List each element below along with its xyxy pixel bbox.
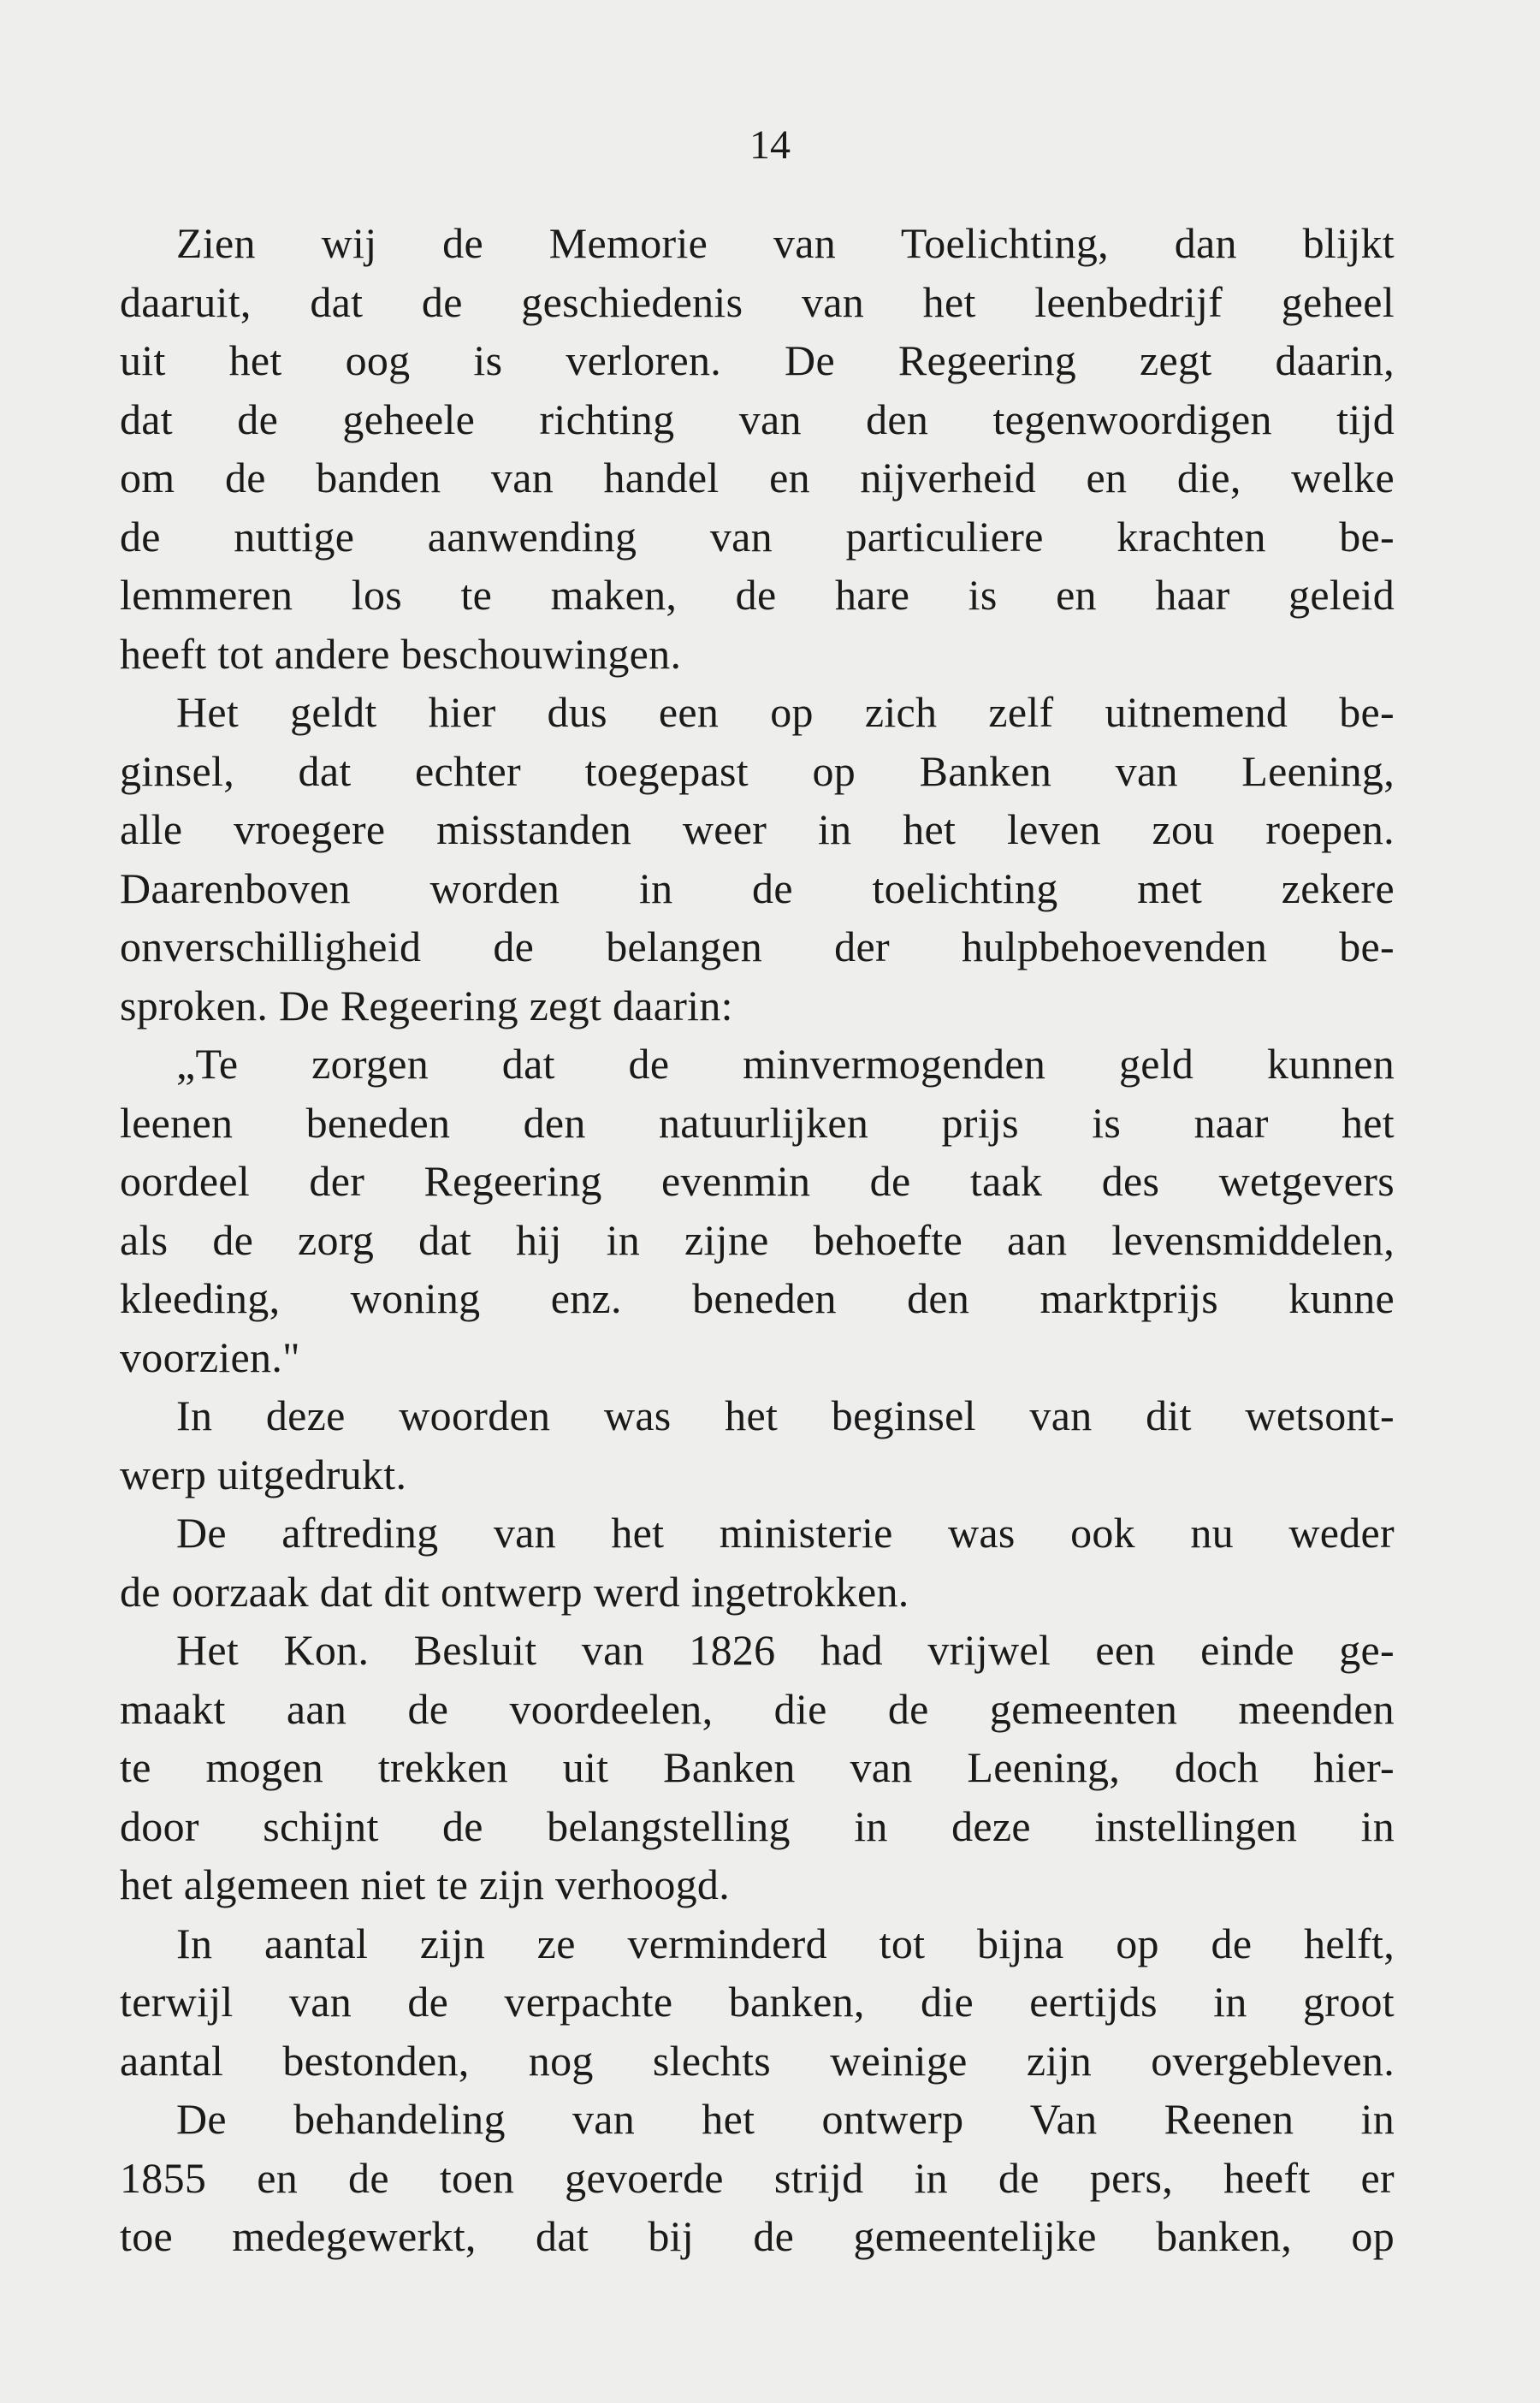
text-line: maakt aan de voordeelen, die de gemeenten meenden	[120, 1684, 1395, 1733]
text-line: dat de geheele richting van den tegenwoordigen tijd	[120, 395, 1395, 443]
text-line: het algemeen niet te zijn verhoogd.	[120, 1860, 731, 1908]
text-line: heeft tot andere beschouwingen.	[120, 629, 682, 678]
text-line: alle vroegere misstanden weer in het leven zou roepen.	[120, 805, 1395, 853]
text-line: leenen beneden den natuurlijken prijs is naar het	[120, 1098, 1395, 1147]
text-line: aantal bestonden, nog slechts weinige zijn overgebleven.	[120, 2036, 1395, 2085]
text-line: Het geldt hier dus een op zich zelf uitnemend be-	[176, 688, 1395, 736]
text-line: voorzien."	[120, 1332, 300, 1381]
text-line: uit het oog is verloren. De Regeering zegt daarin,	[120, 336, 1395, 384]
text-line: werp uitgedrukt.	[120, 1450, 407, 1498]
text-line: In deze woorden was het beginsel van dit wetsont-	[176, 1391, 1395, 1439]
text-line: sproken. De Regeering zegt daarin:	[120, 981, 733, 1029]
text-line: ginsel, dat echter toegepast op Banken van Leening,	[120, 746, 1395, 795]
page-number: 14	[749, 122, 791, 168]
text-line: In aantal zijn ze verminderd tot bijna op de helft,	[176, 1919, 1395, 1967]
text-line: om de banden van handel en nijverheid en die, welke	[120, 454, 1395, 501]
text-line: Daarenboven worden in de toelichting met zekere	[120, 863, 1395, 912]
text-line: lemmeren los te maken, de hare is en haar geleid	[120, 571, 1395, 619]
text-line: daaruit, dat de geschiedenis van het leenbedrijf geheel	[120, 277, 1395, 326]
text-line: kleeding, woning enz. beneden den marktprijs kunne	[120, 1274, 1395, 1322]
text-line: „Te zorgen dat de minvermogenden geld kunnen	[176, 1040, 1395, 1088]
text-line: door schijnt de belangstelling in deze instellingen in	[120, 1801, 1395, 1850]
text-line: De aftreding van het ministerie was ook nu weder	[176, 1509, 1395, 1557]
text-line: Zien wij de Memorie van Toelichting, dan blijkt	[176, 219, 1395, 267]
text-line: terwijl van de verpachte banken, die eertijds in groot	[120, 1978, 1395, 2026]
text-line: de nuttige aanwending van particuliere krachten be-	[120, 512, 1395, 561]
text-line: als de zorg dat hij in zijne behoefte aan levensmiddelen,	[120, 1215, 1395, 1264]
text-line: De behandeling van het ontwerp Van Reenen in	[176, 2095, 1395, 2143]
text-line: onverschilligheid de belangen der hulpbehoevenden be-	[120, 923, 1395, 970]
text-line: 1855 en de toen gevoerde strijd in de pers, heeft er	[120, 2153, 1395, 2202]
text-line: oordeel der Regeering evenmin de taak des wetgevers	[120, 1157, 1395, 1205]
body-text	[120, 214, 1395, 2266]
text-line: te mogen trekken uit Banken van Leening, doch hier-	[120, 1743, 1395, 1791]
text-line: toe medegewerkt, dat bij de gemeentelijke banken, op	[120, 2212, 1395, 2260]
text-line: de oorzaak dat dit ontwerp werd ingetrokken.	[120, 1567, 909, 1616]
text-line: Het Kon. Besluit van 1826 had vrijwel een einde ge-	[176, 1626, 1395, 1674]
